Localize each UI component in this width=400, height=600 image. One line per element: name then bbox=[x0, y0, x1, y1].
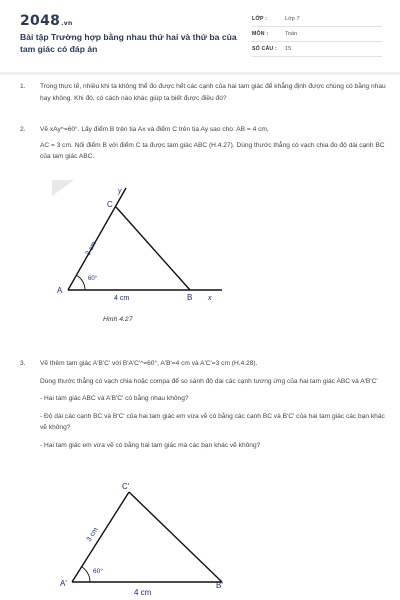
label-side-ab: 4 cm bbox=[114, 295, 130, 302]
page-header bbox=[0, 0, 400, 66]
angle-arc bbox=[77, 275, 86, 290]
label-angle: 60° bbox=[88, 276, 98, 282]
site-logo[interactable]: 2048.vn bbox=[20, 13, 73, 29]
label-a: A bbox=[57, 286, 63, 295]
side-bc bbox=[116, 207, 190, 290]
page-corner-shade bbox=[52, 180, 74, 196]
meta-question-count: SỐ CÂU : 15 bbox=[252, 42, 382, 57]
ray-ay bbox=[68, 188, 126, 290]
figure-caption: Hình 4.27 bbox=[103, 316, 133, 323]
document-title: Bài tập Trường hợp bằng nhau thứ hai và thứ ba của tam giác có đáp án bbox=[20, 32, 237, 54]
label-x: x bbox=[208, 295, 212, 302]
label-side-ab-prime: 4 cm bbox=[134, 588, 152, 597]
label-y: y bbox=[118, 188, 122, 195]
label-b-prime: B' bbox=[216, 581, 223, 590]
header-divider bbox=[0, 72, 400, 75]
angle-arc-prime bbox=[81, 566, 90, 582]
document-meta bbox=[252, 12, 382, 57]
label-c-prime: C' bbox=[122, 482, 130, 491]
label-side-ac-prime: 3 cm bbox=[85, 526, 100, 544]
side-b-c bbox=[129, 492, 222, 582]
label-angle-prime: 60° bbox=[93, 568, 103, 575]
meta-class: LỚP : Lớp 7 bbox=[252, 12, 382, 27]
label-side-ac: 3 cm bbox=[84, 240, 99, 257]
label-a-prime: A' bbox=[60, 579, 67, 588]
figure-4-27 bbox=[52, 178, 232, 303]
label-c: C bbox=[107, 200, 113, 209]
meta-subject: MÔN : Toán bbox=[252, 27, 382, 42]
label-b: B bbox=[187, 293, 193, 302]
figure-4-28 bbox=[58, 478, 238, 600]
